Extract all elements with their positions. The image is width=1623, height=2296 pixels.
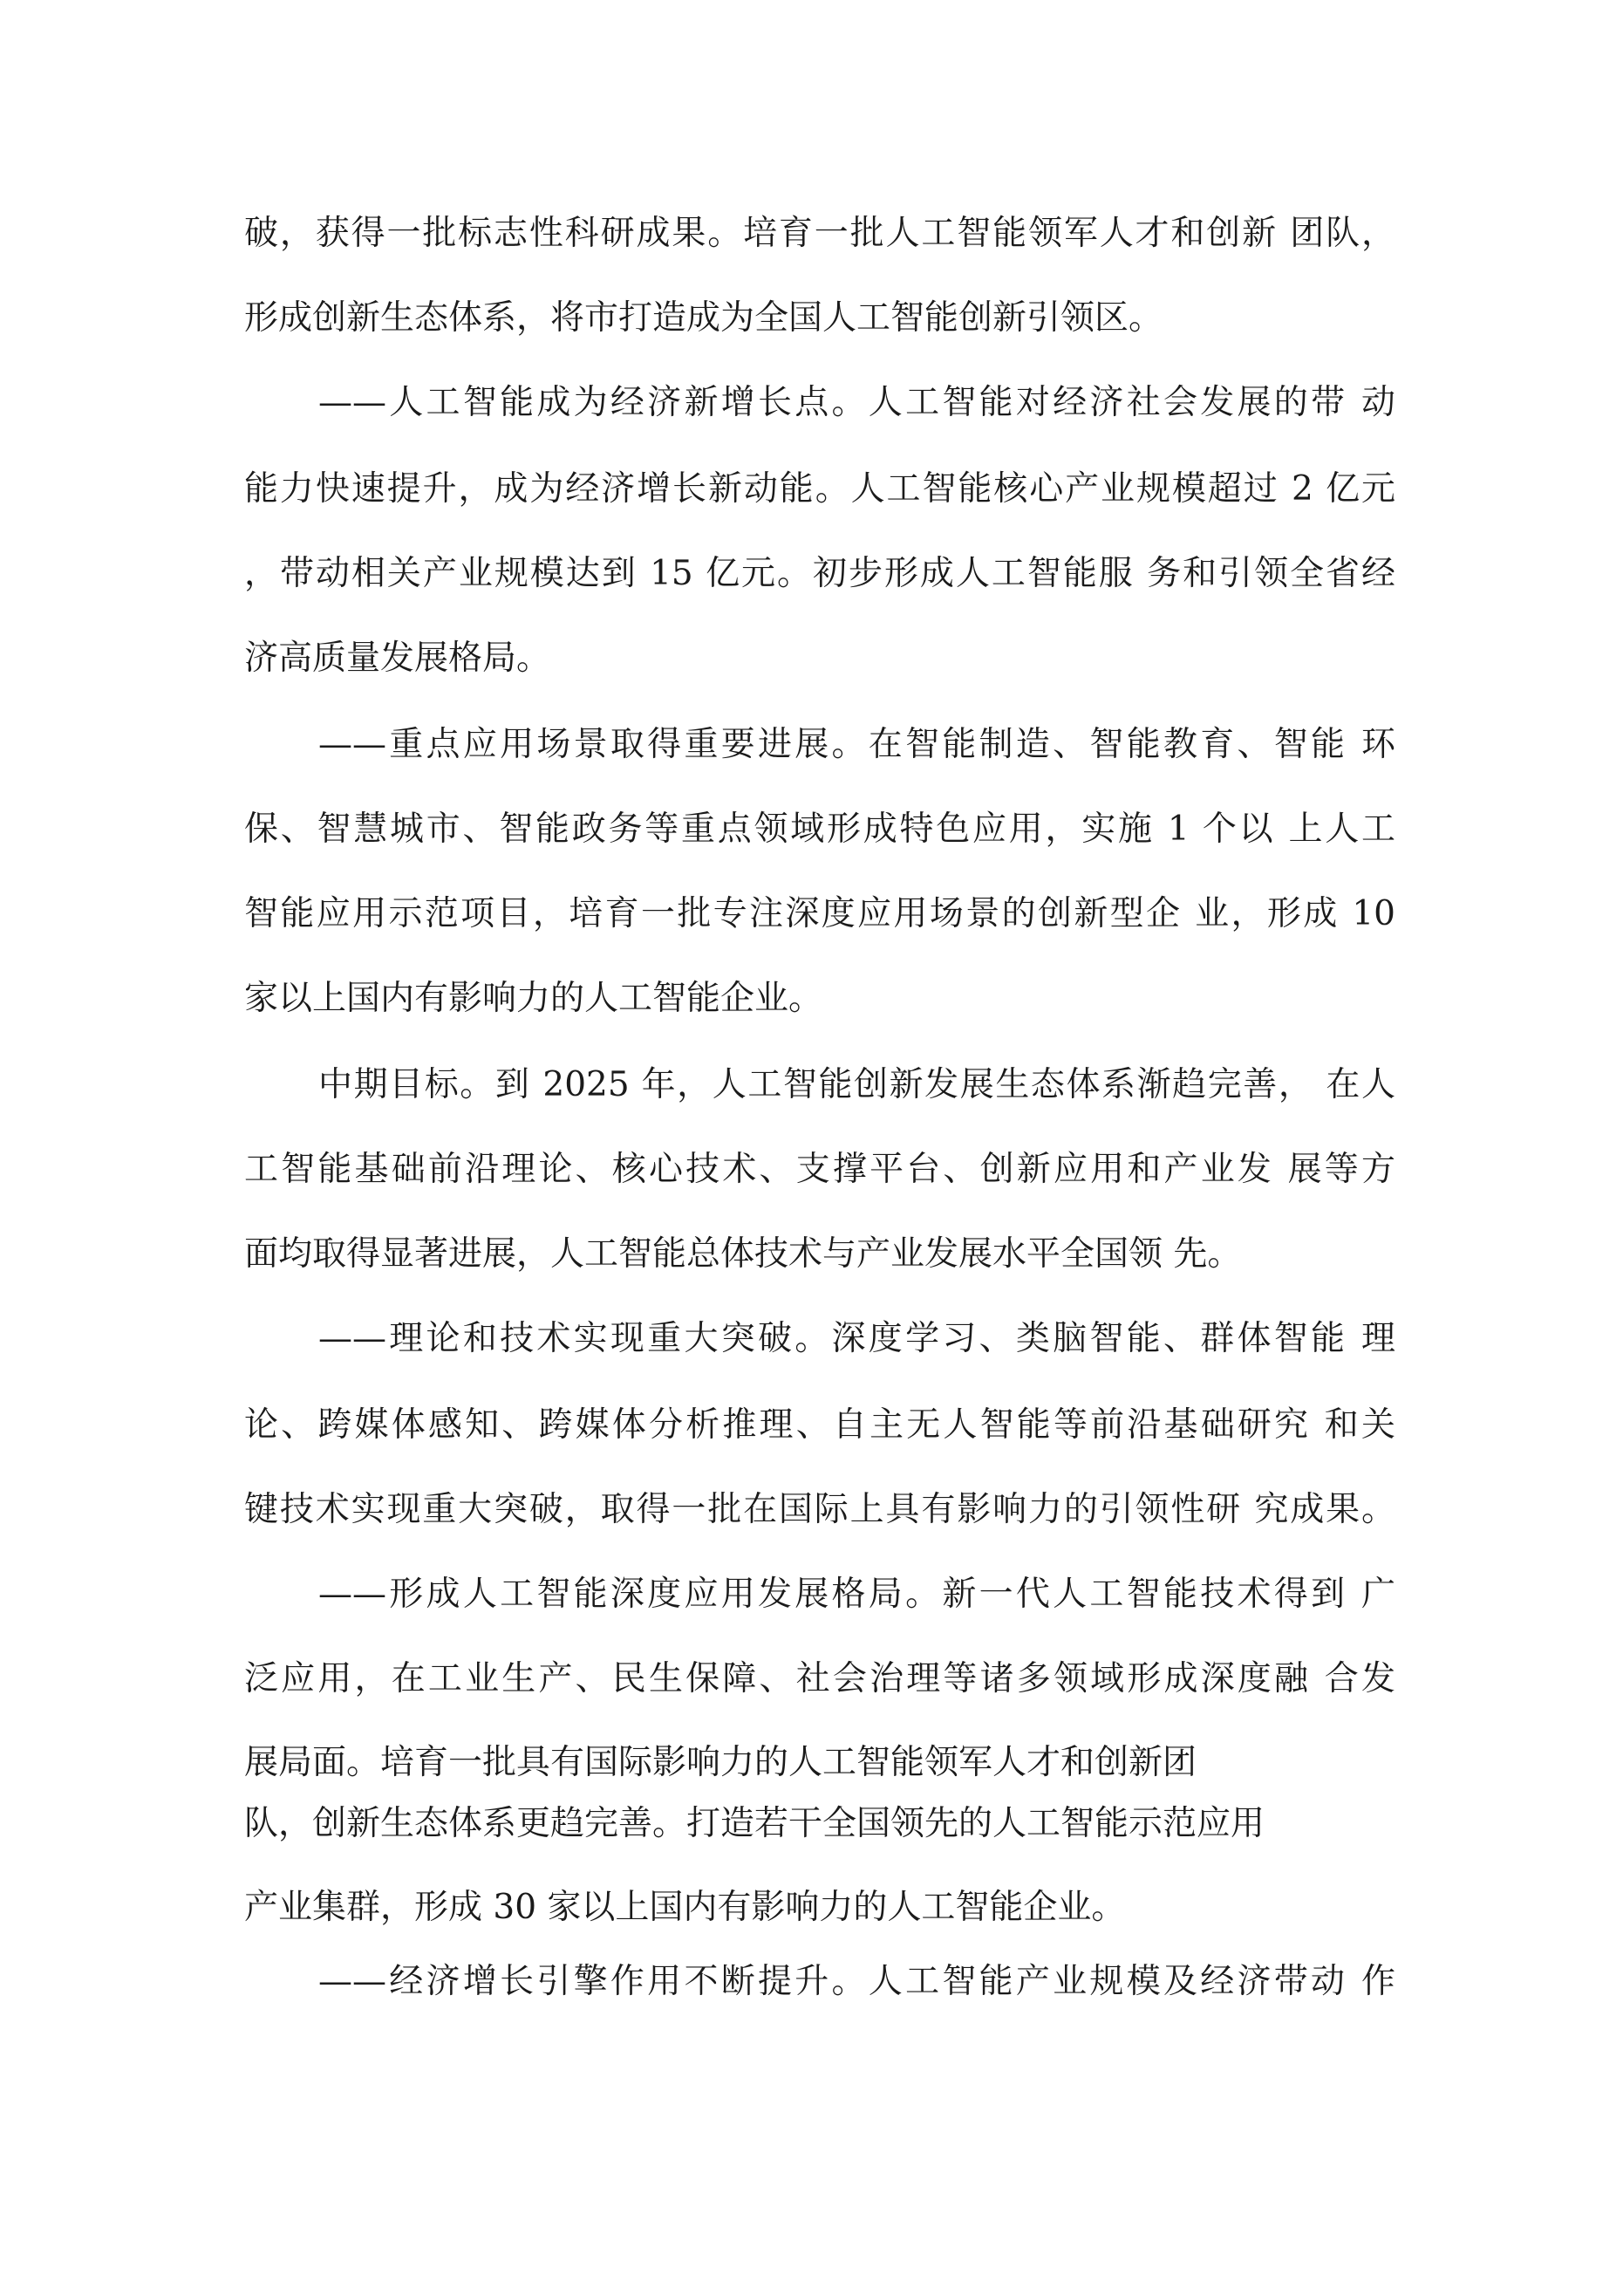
text-line-21: 产业集群，形成 30 家以上国内有影响力的人工智能企业。 [244, 1888, 1126, 1927]
text-line-16: 键技术实现重大突破，取得一批在国际上具有影响力的引领性研 究成果。 [244, 1490, 1395, 1529]
text-line-17: ——形成人工智能深度应用发展格局。新一代人工智能技术得到 广 [318, 1575, 1395, 1614]
text-line-18: 泛应用，在工业生产、民生保障、社会治理等诸多领域形成深度融 合发 [244, 1659, 1395, 1698]
text-line-15: 论、跨媒体感知、跨媒体分析推理、自主无人智能等前沿基础研究 和关 [244, 1405, 1395, 1445]
text-line-13: 面均取得显著进展，人工智能总体技术与产业发展水平全国领 先。 [244, 1234, 1242, 1274]
text-line-14: ——理论和技术实现重大突破。深度学习、类脑智能、群体智能 理 [318, 1319, 1395, 1358]
text-line-10: 家以上国内有影响力的人工智能企业。 [244, 979, 823, 1018]
text-line-20: 队，创新生态体系更趋完善。打造若干全国领先的人工智能示范应用 [244, 1804, 1265, 1843]
text-line-2: 形成创新生态体系，将市打造成为全国人工智能创新引领区。 [244, 298, 1163, 338]
text-line-11: 中期目标。到 2025 年，人工智能创新发展生态体系渐趋完善， 在人 [318, 1065, 1395, 1104]
text-line-19: 展局面。培育一批具有国际影响力的人工智能领军人才和创新团 [244, 1743, 1197, 1782]
text-line-9: 智能应用示范项目，培育一批专注深度应用场景的创新型企 业，形成 10 [244, 894, 1395, 933]
text-line-1: 破，获得一批标志性科研成果。培育一批人工智能领军人才和创新 团队， [244, 214, 1395, 253]
text-line-12: 工智能基础前沿理论、核心技术、支撑平台、创新应用和产业发 展等方 [244, 1150, 1395, 1189]
text-line-7: ——重点应用场景取得重要进展。在智能制造、智能教育、智能 环 [318, 725, 1395, 764]
text-line-6: 济高质量发展格局。 [244, 639, 551, 678]
text-line-22: ——经济增长引擎作用不断提升。人工智能产业规模及经济带动 作 [318, 1962, 1395, 2001]
text-line-5: ，带动相关产业规模达到 15 亿元。初步形成人工智能服 务和引领全省经 [244, 554, 1395, 593]
text-line-3: ——人工智能成为经济新增长点。人工智能对经济社会发展的带 动 [318, 383, 1395, 422]
text-line-8: 保、智慧城市、智能政务等重点领域形成特色应用，实施 1 个以 上人工 [244, 810, 1395, 849]
text-line-4: 能力快速提升，成为经济增长新动能。人工智能核心产业规模超过 2 亿元 [244, 469, 1395, 509]
